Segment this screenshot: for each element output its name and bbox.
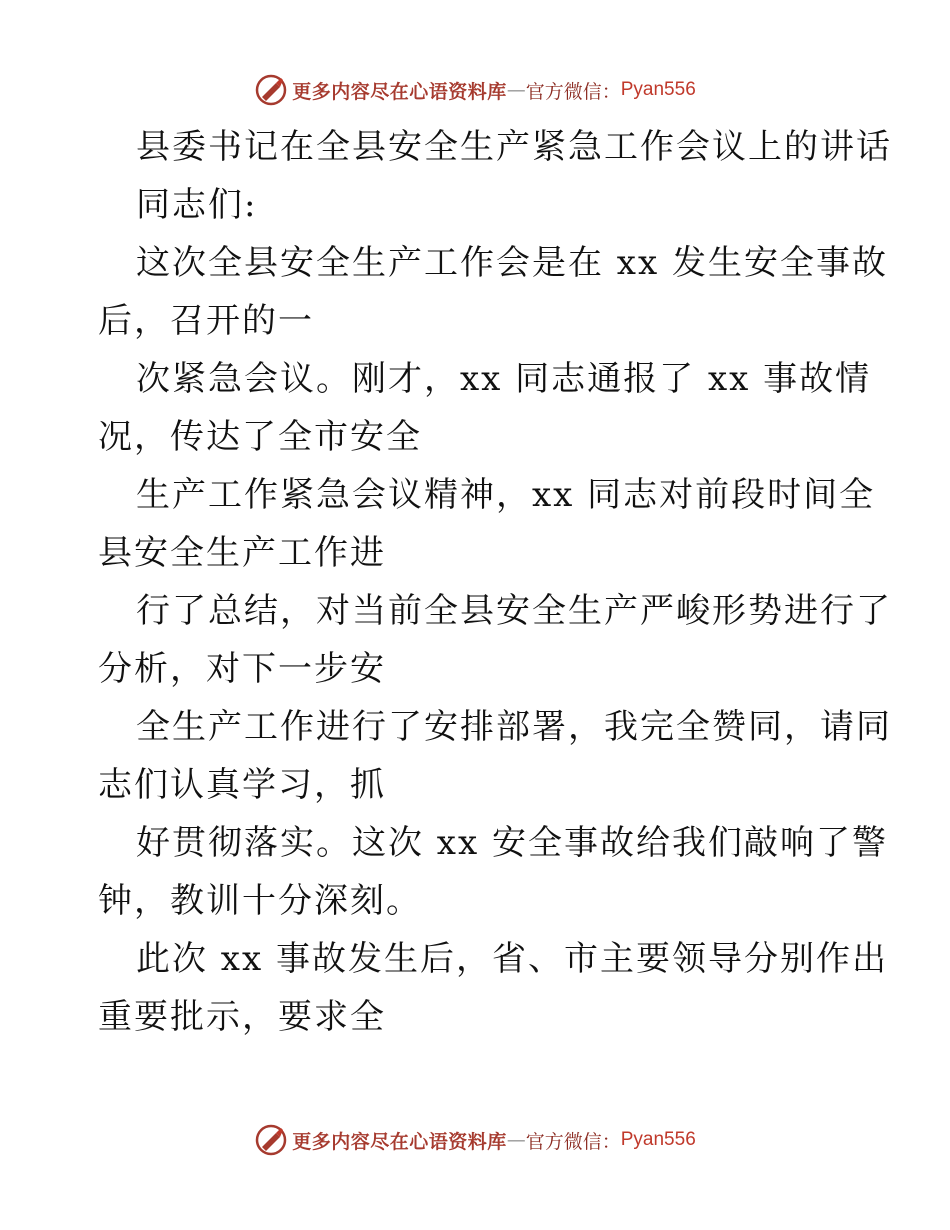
document-body xyxy=(98,118,892,1046)
doc-line: 行了总结，对当前全县安全生产严峻形势进行了 xyxy=(136,591,892,631)
footer-watermark xyxy=(0,1120,950,1160)
banner-dash: — xyxy=(506,1129,526,1151)
header-watermark xyxy=(0,70,950,110)
doc-line: 后，召开的一 xyxy=(98,301,314,341)
doc-line: 县安全生产工作进 xyxy=(98,533,386,573)
doc-line: 分析，对下一步安 xyxy=(98,649,386,689)
banner-site: 更多内容尽在心语资料库 xyxy=(292,80,507,103)
banner-site: 更多内容尽在心语资料库 xyxy=(292,1130,507,1153)
doc-line: 志们认真学习，抓 xyxy=(98,765,386,805)
doc-line: 次紧急会议。刚才，xx 同志通报了 xx 事故情 xyxy=(136,359,872,399)
doc-line: 同志们: xyxy=(136,185,258,225)
doc-line: 这次全县安全生产工作会是在 xx 发生安全事故 xyxy=(136,243,888,283)
banner-account: Pyan556 xyxy=(620,79,696,100)
doc-title: 县委书记在全县安全生产紧急工作会议上的讲话 xyxy=(136,127,892,167)
doc-line: 钟，教训十分深刻。 xyxy=(98,881,422,921)
banner-account: Pyan556 xyxy=(620,1129,696,1150)
banner-official: 官方微信： xyxy=(525,1130,621,1153)
doc-line: 况，传达了全市安全 xyxy=(98,417,422,457)
logo-icon xyxy=(254,1123,288,1157)
banner-dash: — xyxy=(506,79,526,101)
doc-line: 好贯彻落实。这次 xx 安全事故给我们敲响了警 xyxy=(136,823,888,863)
doc-line: 生产工作紧急会议精神，xx 同志对前段时间全 xyxy=(136,475,876,515)
doc-line: 重要批示，要求全 xyxy=(98,997,386,1037)
doc-line: 此次 xx 事故发生后，省、市主要领导分别作出 xyxy=(136,939,888,979)
logo-icon xyxy=(254,73,288,107)
doc-line: 全生产工作进行了安排部署，我完全赞同，请同 xyxy=(136,707,892,747)
banner-official: 官方微信： xyxy=(525,80,621,103)
